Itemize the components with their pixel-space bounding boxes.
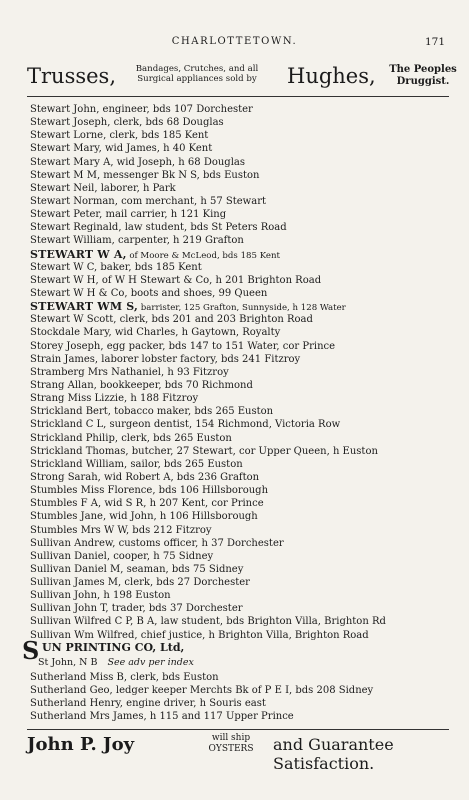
page-header	[0, 36, 469, 50]
directory-entry: Sullivan Wm Wilfred, chief justice, h Brighton Villa, Brighton Road	[30, 629, 369, 641]
ad-ship-line-2: OYSTERS	[208, 743, 254, 754]
trusses-advertisement	[27, 60, 457, 94]
entry-detail: of Moore & McLeod, bds 185 Kent	[126, 250, 280, 261]
directory-entry: Sutherland Mrs James, h 115 and 117 Upper Prince	[30, 711, 294, 723]
directory-entry: Sullivan Daniel, cooper, h 75 Sidney	[30, 550, 214, 562]
directory-entry: Stewart William, carpenter, h 219 Grafton	[30, 235, 244, 247]
directory-entry: Strickland William, sailor, bds 265 Euston	[30, 458, 243, 470]
directory-entry: Sullivan Andrew, customs officer, h 37 Dorchester	[30, 537, 284, 549]
directory-entry: Stumbles Jane, wid John, h 106 Hillsborough	[30, 511, 258, 523]
ad-trusses-word: Trusses,	[27, 64, 117, 88]
directory-entry: Stewart Joseph, clerk, bds 68 Douglas	[30, 117, 224, 129]
ad-hughes-word: Hughes,	[287, 64, 376, 88]
ad-fineprint-line-2: Surgical appliances sold by	[137, 74, 257, 84]
page-number: 171	[424, 36, 445, 48]
directory-entry: Stramberg Mrs Nathaniel, h 93 Fitzroy	[30, 366, 229, 378]
directory-entry: Sullivan John, h 198 Euston	[30, 590, 171, 602]
directory-entry: Strickland Thomas, butcher, 27 Stewart, cor Upper Queen, h Euston	[30, 445, 378, 457]
sun-ad-subline	[38, 657, 194, 668]
directory-entry: Sullivan Daniel M, seaman, bds 75 Sidney	[30, 563, 244, 575]
ad-ship-oysters	[199, 733, 263, 754]
directory-entry: Stumbles F A, wid S R, h 207 Kent, cor Prince	[30, 498, 264, 510]
directory-entry: Stewart W Scott, clerk, bds 201 and 203 Brighton Road	[30, 314, 313, 326]
ad-ship-line-1: will ship	[211, 733, 251, 743]
ad-guarantee-tagline: and Guarantee Satisfaction.	[273, 735, 394, 773]
directory-entry: Sutherland Geo, ledger keeper Merchts Bk of P E I, bds 208 Sidney	[30, 685, 374, 697]
directory-entry: Stewart Norman, com merchant, h 57 Stewart	[30, 195, 266, 207]
directory-entry: Stewart W C, baker, bds 185 Kent	[30, 261, 202, 273]
directory-entry: Sullivan James M, clerk, bds 27 Dorchester	[30, 577, 250, 589]
directory-entry: Sullivan John T, trader, bds 37 Dorchester	[30, 603, 243, 615]
sun-ad-place: St John, N B	[38, 657, 98, 668]
bottom-ad-rule	[27, 729, 449, 730]
directory-entry: Strickland Philip, clerk, bds 265 Euston	[30, 432, 232, 444]
directory-entry: Strang Allan, bookkeeper, bds 70 Richmond	[30, 379, 253, 391]
ad-peoples-line-2: Druggist.	[396, 76, 450, 87]
directory-entry: Sullivan Wilfred C P, B A, law student, bds Brighton Villa, Brighton Rd	[30, 616, 386, 628]
directory-entry: Stewart Mary A, wid Joseph, h 68 Douglas	[30, 156, 245, 168]
directory-entry: Strang Miss Lizzie, h 188 Fitzroy	[30, 393, 199, 405]
directory-entry: Strickland C L, surgeon dentist, 154 Richmond, Victoria Row	[30, 419, 341, 431]
directory-entry: Stewart Lorne, clerk, bds 185 Kent	[30, 130, 209, 142]
ad-fineprint-line-1: Bandages, Crutches, and all	[135, 64, 259, 74]
directory-entry: Sutherland Miss B, clerk, bds Euston	[30, 672, 219, 683]
ad-peoples-line-1: The Peoples	[389, 64, 457, 75]
top-ad-rule	[27, 96, 449, 97]
directory-entry	[30, 248, 450, 261]
directory-entry: Strain James, laborer lobster factory, bds 241 Fitzroy	[30, 353, 301, 365]
directory-entry: Stewart W H & Co, boots and shoes, 99 Queen	[30, 287, 268, 299]
directory-entry: Storey Joseph, egg packer, bds 147 to 151 Water, cor Prince	[30, 340, 336, 352]
directory-entry: Stewart Peter, mail carrier, h 121 King	[30, 209, 227, 221]
sun-ad-see-note: See adv per index	[107, 657, 194, 668]
directory-entry: Strickland Bert, tobacco maker, bds 265 Euston	[30, 406, 274, 418]
directory-entry: Stockdale Mary, wid Charles, h Gaytown, Royalty	[30, 327, 281, 339]
directory-entry: Sutherland Henry, engine driver, h Souris east	[30, 698, 266, 710]
directory-entry: Stewart Mary, wid James, h 40 Kent	[30, 143, 213, 155]
directory-listing	[30, 103, 450, 642]
directory-entry: Strong Sarah, wid Robert A, bds 236 Grafton	[30, 471, 260, 483]
entry-bold-name: STEWART WM S,	[30, 300, 139, 314]
entry-detail: barrister, 125 Grafton, Sunnyside, h 128 Water	[138, 303, 346, 314]
directory-listing-continued	[30, 671, 450, 724]
ad-peoples-druggist	[387, 64, 459, 88]
directory-entry	[30, 300, 450, 313]
directory-entry: Stewart W H, of W H Stewart & Co, h 201 Brighton Road	[30, 274, 322, 286]
oysters-advertisement	[27, 733, 451, 773]
directory-entry: Stewart M M, messenger Bk N S, bds Euston	[30, 169, 260, 181]
directory-entry: Stewart Neil, laborer, h Park	[30, 182, 176, 194]
sun-printing-advertisement	[22, 636, 442, 670]
directory-entry: Stewart Reginald, law student, bds St Peters Road	[30, 222, 287, 234]
entry-bold-name: STEWART W A,	[30, 247, 127, 261]
directory-entry: Stumbles Miss Florence, bds 106 Hillsborough	[30, 485, 269, 497]
sun-ad-name: UN PRINTING CO, Ltd,	[42, 641, 185, 654]
ad-trusses-fineprint	[112, 64, 282, 84]
sun-ad-initial: S	[22, 636, 40, 665]
directory-entry: Stewart John, engineer, bds 107 Dorchester	[30, 104, 253, 115]
directory-entry: Stumbles Mrs W W, bds 212 Fitzroy	[30, 524, 212, 536]
running-head-city: CHARLOTTETOWN.	[171, 36, 298, 47]
ad-joy-name: John P. Joy	[27, 734, 135, 755]
